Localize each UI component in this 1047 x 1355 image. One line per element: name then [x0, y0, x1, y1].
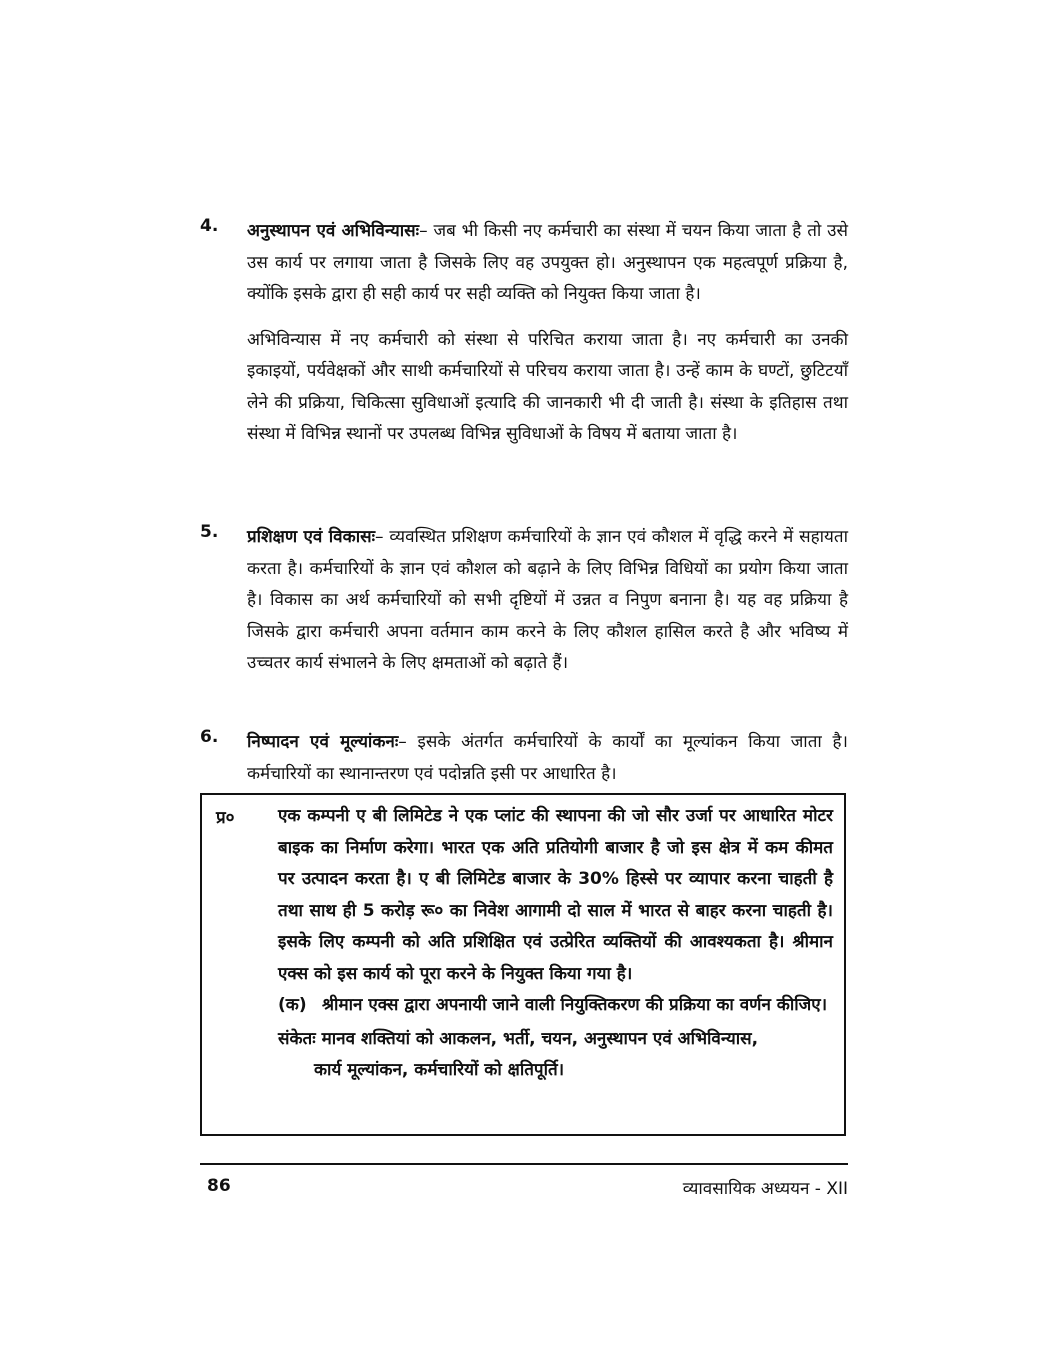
- point-text: – इसके अंतर्गत कर्मचारियों के कार्यों का मूल्यांकन किया जाता है। कर्मचारियों का स्थानान्तरण एवं पदोन्नति इसी पर आधारित है।: [247, 732, 848, 784]
- page-number: 86: [207, 1176, 231, 1196]
- point-text-continued: अभिविन्यास में नए कर्मचारी को संस्था से परिचित कराया जाता है। नए कर्मचारी का उनकी इकाइयों, पर्यवेक्षकों और साथी कर्मचारियों से परिचय कराया जाता है। उन्हें काम के घण्टों, छुटिटयाँ लेने की प्रक्रिया, चिकित्सा सुविधाओं इत्यादि की जानकारी भी दी जाती है। संस्था के इतिहास तथा संस्था में विभिन्न स्थानों पर उपलब्ध विभिन्न सुविधाओं के विषय में बताया जाता है।: [247, 329, 848, 444]
- point-heading: प्रशिक्षण एवं विकासः: [247, 527, 376, 547]
- point-heading: अनुस्थापन एवं अभिविन्यासः: [247, 221, 420, 241]
- point-4: [200, 216, 848, 465]
- point-heading: निष्पादन एवं मूल्यांकनः: [247, 732, 399, 752]
- sub-question-text: श्रीमान एक्स द्वारा अपनायी जाने वाली नियुक्तिकरण की प्रक्रिया का वर्णन कीजिए।: [322, 995, 828, 1015]
- point-text: – जब भी किसी नए कर्मचारी का संस्था में चयन किया जाता है तो उसे उस कार्य पर लगाया जाता है जिसके लिए वह उपयुक्त हो। अनुस्थापन एक महत्वपूर्ण प्रक्रिया है, क्योंकि इसके द्वारा ही सही कार्य पर सही व्यक्ति को नियुक्त किया जाता है।: [247, 221, 848, 304]
- point-body: [247, 216, 848, 451]
- hint-line-2: कार्य मूल्यांकन, कर्मचारियों को क्षतिपूर्ति।: [314, 1060, 565, 1080]
- point-number: 6.: [200, 727, 219, 747]
- point-5: [200, 522, 848, 694]
- question-content: [278, 801, 833, 1087]
- footer-divider: [200, 1163, 848, 1165]
- question-label: प्र०: [216, 808, 235, 828]
- sub-question: [278, 990, 833, 1022]
- point-body: [247, 522, 848, 680]
- question-text: एक कम्पनी ए बी लिमिटेड ने एक प्लांट की स्थापना की जो सौर उर्जा पर आधारित मोटर बाइक का निर्माण करेगा। भारत एक अति प्रतियोगी बाजार है जो इस क्षेत्र में कम कीमत पर उत्पादन करता है। ए बी लिमिटेड बाजार के 30% हिस्से पर व्यापार करना चाहती है तथा साथ ही 5 करोड़ रू० का निवेश आगामी दो साल में भारत से बाहर करना चाहती है। इसके लिए कम्पनी को अति प्रशिक्षित एवं उत्प्रेरित व्यक्तियों की आवश्यकता है। श्रीमान एक्स को इस कार्य को पूरा करने के नियुक्त किया गया है।: [278, 806, 833, 984]
- hint-line-1: संकेतः मानव शक्तियां को आकलन, भर्ती, चयन, अनुस्थापन एवं अभिविन्यास,: [278, 1028, 759, 1049]
- point-body: [247, 727, 848, 790]
- question-box: [200, 793, 846, 1136]
- sub-question-label: (क): [278, 995, 307, 1015]
- point-text: – व्यवस्थित प्रशिक्षण कर्मचारियों के ज्ञान एवं कौशल में वृद्धि करने में सहायता करता है। कर्मचारियों के ज्ञान एवं कौशल को बढ़ाने के लिए विभिन्न विधियों का प्रयोग किया जाता है। विकास का अर्थ कर्मचारियों को सभी दृष्टियों में उन्नत व निपुण बनाना है। यह वह प्रक्रिया है जिसके द्वारा कर्मचारी अपना वर्तमान काम करने के लिए कौशल हासिल करते है और भविष्य में उच्चतर कार्य संभालने के लिए क्षमताओं को बढ़ाते हैं।: [247, 527, 849, 673]
- book-title: व्यावसायिक अध्ययन - XII: [682, 1179, 848, 1199]
- point-number: 5.: [200, 522, 219, 542]
- point-number: 4.: [200, 216, 219, 236]
